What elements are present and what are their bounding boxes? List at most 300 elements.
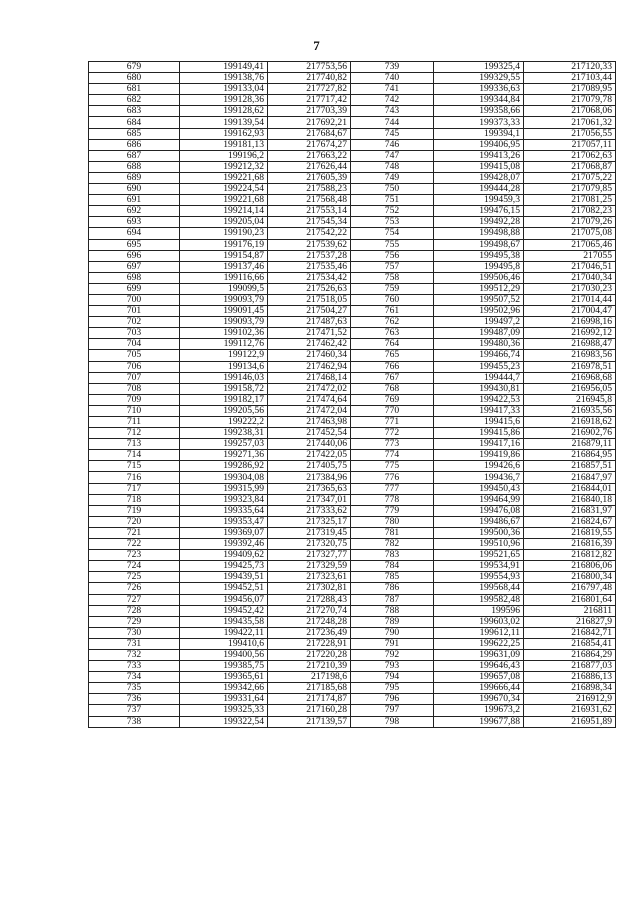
x-coordinate-cell: 199426,6 xyxy=(434,461,524,472)
y-coordinate-cell: 217014,44 xyxy=(524,294,616,305)
point-number-cell: 733 xyxy=(89,661,180,672)
y-coordinate-cell: 216918,62 xyxy=(524,417,616,428)
table-row xyxy=(89,550,616,561)
x-coordinate-cell: 199137,46 xyxy=(180,261,268,272)
x-coordinate-cell: 199486,67 xyxy=(434,516,524,527)
x-coordinate-cell: 199154,87 xyxy=(180,250,268,261)
point-number-cell: 692 xyxy=(89,206,180,217)
table-row xyxy=(89,261,616,272)
point-number-cell: 786 xyxy=(351,583,434,594)
y-coordinate-cell: 216983,56 xyxy=(524,350,616,361)
y-coordinate-cell: 217487,63 xyxy=(268,317,351,328)
x-coordinate-cell: 199369,07 xyxy=(180,527,268,538)
point-number-cell: 707 xyxy=(89,372,180,383)
point-number-cell: 719 xyxy=(89,505,180,516)
y-coordinate-cell: 217405,75 xyxy=(268,461,351,472)
x-coordinate-cell: 199271,36 xyxy=(180,450,268,461)
point-number-cell: 782 xyxy=(351,539,434,550)
point-number-cell: 710 xyxy=(89,405,180,416)
y-coordinate-cell: 216902,76 xyxy=(524,428,616,439)
y-coordinate-cell: 217075,22 xyxy=(524,172,616,183)
x-coordinate-cell: 199344,84 xyxy=(434,95,524,106)
y-coordinate-cell: 217329,59 xyxy=(268,561,351,572)
x-coordinate-cell: 199670,34 xyxy=(434,694,524,705)
y-coordinate-cell: 217545,34 xyxy=(268,217,351,228)
x-coordinate-cell: 199394,1 xyxy=(434,128,524,139)
y-coordinate-cell: 216801,64 xyxy=(524,594,616,605)
x-coordinate-cell: 199430,81 xyxy=(434,383,524,394)
x-coordinate-cell: 199238,31 xyxy=(180,428,268,439)
y-coordinate-cell: 217320,75 xyxy=(268,539,351,550)
x-coordinate-cell: 199510,96 xyxy=(434,539,524,550)
point-number-cell: 747 xyxy=(351,150,434,161)
x-coordinate-cell: 199657,08 xyxy=(434,672,524,683)
point-number-cell: 723 xyxy=(89,550,180,561)
point-number-cell: 690 xyxy=(89,184,180,195)
table-row xyxy=(89,150,616,161)
point-number-cell: 708 xyxy=(89,383,180,394)
y-coordinate-cell: 217333,62 xyxy=(268,505,351,516)
x-coordinate-cell: 199138,76 xyxy=(180,73,268,84)
point-number-cell: 737 xyxy=(89,705,180,716)
y-coordinate-cell: 217327,77 xyxy=(268,550,351,561)
x-coordinate-cell: 199365,61 xyxy=(180,672,268,683)
point-number-cell: 721 xyxy=(89,527,180,538)
table-row xyxy=(89,172,616,183)
y-coordinate-cell: 217422,05 xyxy=(268,450,351,461)
x-coordinate-cell: 199221,68 xyxy=(180,195,268,206)
x-coordinate-cell: 199342,66 xyxy=(180,683,268,694)
point-number-cell: 775 xyxy=(351,461,434,472)
point-number-cell: 784 xyxy=(351,561,434,572)
point-number-cell: 691 xyxy=(89,195,180,206)
point-number-cell: 792 xyxy=(351,649,434,660)
point-number-cell: 702 xyxy=(89,317,180,328)
point-number-cell: 711 xyxy=(89,417,180,428)
y-coordinate-cell: 217460,34 xyxy=(268,350,351,361)
y-coordinate-cell: 217534,42 xyxy=(268,272,351,283)
y-coordinate-cell: 216998,16 xyxy=(524,317,616,328)
y-coordinate-cell: 217472,04 xyxy=(268,405,351,416)
x-coordinate-cell: 199452,42 xyxy=(180,605,268,616)
x-coordinate-cell: 199325,4 xyxy=(434,62,524,73)
point-number-cell: 763 xyxy=(351,328,434,339)
x-coordinate-cell: 199205,04 xyxy=(180,217,268,228)
point-number-cell: 726 xyxy=(89,583,180,594)
y-coordinate-cell: 217717,42 xyxy=(268,95,351,106)
y-coordinate-cell: 217452,54 xyxy=(268,428,351,439)
y-coordinate-cell: 216992,12 xyxy=(524,328,616,339)
x-coordinate-cell: 199631,09 xyxy=(434,649,524,660)
x-coordinate-cell: 199329,55 xyxy=(434,73,524,84)
y-coordinate-cell: 216898,34 xyxy=(524,683,616,694)
x-coordinate-cell: 199336,63 xyxy=(434,84,524,95)
table-row xyxy=(89,516,616,527)
y-coordinate-cell: 217323,61 xyxy=(268,572,351,583)
point-number-cell: 774 xyxy=(351,450,434,461)
x-coordinate-cell: 199444,7 xyxy=(434,372,524,383)
x-coordinate-cell: 199596 xyxy=(434,605,524,616)
x-coordinate-cell: 199409,62 xyxy=(180,550,268,561)
table-row xyxy=(89,672,616,683)
x-coordinate-cell: 199439,51 xyxy=(180,572,268,583)
point-number-cell: 760 xyxy=(351,294,434,305)
x-coordinate-cell: 199582,48 xyxy=(434,594,524,605)
x-coordinate-cell: 199158,72 xyxy=(180,383,268,394)
point-number-cell: 754 xyxy=(351,228,434,239)
y-coordinate-cell: 217061,32 xyxy=(524,117,616,128)
y-coordinate-cell: 217526,63 xyxy=(268,283,351,294)
y-coordinate-cell: 217626,44 xyxy=(268,161,351,172)
y-coordinate-cell: 216935,56 xyxy=(524,405,616,416)
point-number-cell: 739 xyxy=(351,62,434,73)
y-coordinate-cell: 217674,27 xyxy=(268,139,351,150)
point-number-cell: 783 xyxy=(351,550,434,561)
point-number-cell: 712 xyxy=(89,428,180,439)
y-coordinate-cell: 216811 xyxy=(524,605,616,616)
y-coordinate-cell: 217079,78 xyxy=(524,95,616,106)
table-row xyxy=(89,228,616,239)
table-row xyxy=(89,572,616,583)
point-number-cell: 730 xyxy=(89,627,180,638)
y-coordinate-cell: 216988,47 xyxy=(524,339,616,350)
table-row xyxy=(89,461,616,472)
table-row xyxy=(89,716,616,727)
table-row xyxy=(89,128,616,139)
y-coordinate-cell: 216879,11 xyxy=(524,439,616,450)
point-number-cell: 780 xyxy=(351,516,434,527)
y-coordinate-cell: 217160,28 xyxy=(268,705,351,716)
y-coordinate-cell: 217030,23 xyxy=(524,283,616,294)
y-coordinate-cell: 217046,51 xyxy=(524,261,616,272)
x-coordinate-cell: 199413,26 xyxy=(434,150,524,161)
x-coordinate-cell: 199128,36 xyxy=(180,95,268,106)
point-number-cell: 698 xyxy=(89,272,180,283)
point-number-cell: 738 xyxy=(89,716,180,727)
point-number-cell: 778 xyxy=(351,494,434,505)
point-number-cell: 695 xyxy=(89,239,180,250)
x-coordinate-cell: 199507,52 xyxy=(434,294,524,305)
point-number-cell: 753 xyxy=(351,217,434,228)
y-coordinate-cell: 217210,39 xyxy=(268,661,351,672)
coordinates-table-body xyxy=(89,62,616,728)
table-row xyxy=(89,450,616,461)
point-number-cell: 748 xyxy=(351,161,434,172)
y-coordinate-cell: 217588,23 xyxy=(268,184,351,195)
x-coordinate-cell: 199476,08 xyxy=(434,505,524,516)
point-number-cell: 776 xyxy=(351,472,434,483)
y-coordinate-cell: 217462,94 xyxy=(268,361,351,372)
table-row xyxy=(89,583,616,594)
point-number-cell: 768 xyxy=(351,383,434,394)
table-row xyxy=(89,661,616,672)
x-coordinate-cell: 199214,14 xyxy=(180,206,268,217)
y-coordinate-cell: 217468,14 xyxy=(268,372,351,383)
point-number-cell: 725 xyxy=(89,572,180,583)
point-number-cell: 750 xyxy=(351,184,434,195)
table-row xyxy=(89,117,616,128)
x-coordinate-cell: 199149,41 xyxy=(180,62,268,73)
point-number-cell: 689 xyxy=(89,172,180,183)
point-number-cell: 694 xyxy=(89,228,180,239)
y-coordinate-cell: 217537,28 xyxy=(268,250,351,261)
y-coordinate-cell: 217288,43 xyxy=(268,594,351,605)
point-number-cell: 779 xyxy=(351,505,434,516)
point-number-cell: 788 xyxy=(351,605,434,616)
y-coordinate-cell: 217220,28 xyxy=(268,649,351,660)
x-coordinate-cell: 199450,43 xyxy=(434,483,524,494)
point-number-cell: 764 xyxy=(351,339,434,350)
point-number-cell: 790 xyxy=(351,627,434,638)
point-number-cell: 705 xyxy=(89,350,180,361)
point-number-cell: 766 xyxy=(351,361,434,372)
point-number-cell: 743 xyxy=(351,106,434,117)
x-coordinate-cell: 199257,03 xyxy=(180,439,268,450)
x-coordinate-cell: 199128,62 xyxy=(180,106,268,117)
y-coordinate-cell: 216864,29 xyxy=(524,649,616,660)
table-row xyxy=(89,339,616,350)
x-coordinate-cell: 199222,2 xyxy=(180,417,268,428)
y-coordinate-cell: 216864,95 xyxy=(524,450,616,461)
point-number-cell: 734 xyxy=(89,672,180,683)
x-coordinate-cell: 199358,66 xyxy=(434,106,524,117)
x-coordinate-cell: 199196,2 xyxy=(180,150,268,161)
point-number-cell: 724 xyxy=(89,561,180,572)
point-number-cell: 771 xyxy=(351,417,434,428)
point-number-cell: 731 xyxy=(89,638,180,649)
x-coordinate-cell: 199464,99 xyxy=(434,494,524,505)
point-number-cell: 685 xyxy=(89,128,180,139)
y-coordinate-cell: 217089,95 xyxy=(524,84,616,95)
x-coordinate-cell: 199466,74 xyxy=(434,350,524,361)
y-coordinate-cell: 216797,48 xyxy=(524,583,616,594)
x-coordinate-cell: 199500,36 xyxy=(434,527,524,538)
point-number-cell: 703 xyxy=(89,328,180,339)
y-coordinate-cell: 217185,68 xyxy=(268,683,351,694)
y-coordinate-cell: 217075,08 xyxy=(524,228,616,239)
x-coordinate-cell: 199224,54 xyxy=(180,184,268,195)
table-row xyxy=(89,505,616,516)
x-coordinate-cell: 199093,79 xyxy=(180,294,268,305)
y-coordinate-cell: 217472,02 xyxy=(268,383,351,394)
point-number-cell: 683 xyxy=(89,106,180,117)
x-coordinate-cell: 199325,33 xyxy=(180,705,268,716)
table-row xyxy=(89,539,616,550)
point-number-cell: 794 xyxy=(351,672,434,683)
x-coordinate-cell: 199435,58 xyxy=(180,616,268,627)
point-number-cell: 699 xyxy=(89,283,180,294)
table-row xyxy=(89,383,616,394)
x-coordinate-cell: 199205,56 xyxy=(180,405,268,416)
point-number-cell: 704 xyxy=(89,339,180,350)
y-coordinate-cell: 217727,82 xyxy=(268,84,351,95)
x-coordinate-cell: 199455,23 xyxy=(434,361,524,372)
x-coordinate-cell: 199146,03 xyxy=(180,372,268,383)
point-number-cell: 773 xyxy=(351,439,434,450)
point-number-cell: 756 xyxy=(351,250,434,261)
y-coordinate-cell: 216800,34 xyxy=(524,572,616,583)
y-coordinate-cell: 217474,64 xyxy=(268,394,351,405)
x-coordinate-cell: 199495,38 xyxy=(434,250,524,261)
point-number-cell: 686 xyxy=(89,139,180,150)
point-number-cell: 795 xyxy=(351,683,434,694)
point-number-cell: 718 xyxy=(89,494,180,505)
table-row xyxy=(89,627,616,638)
x-coordinate-cell: 199612,11 xyxy=(434,627,524,638)
y-coordinate-cell: 217040,34 xyxy=(524,272,616,283)
table-row xyxy=(89,328,616,339)
x-coordinate-cell: 199459,3 xyxy=(434,195,524,206)
y-coordinate-cell: 217198,6 xyxy=(268,672,351,683)
x-coordinate-cell: 199335,64 xyxy=(180,505,268,516)
point-number-cell: 736 xyxy=(89,694,180,705)
x-coordinate-cell: 199182,17 xyxy=(180,394,268,405)
table-row xyxy=(89,161,616,172)
x-coordinate-cell: 199162,93 xyxy=(180,128,268,139)
table-row xyxy=(89,428,616,439)
y-coordinate-cell: 216968,68 xyxy=(524,372,616,383)
y-coordinate-cell: 217248,28 xyxy=(268,616,351,627)
table-row xyxy=(89,283,616,294)
x-coordinate-cell: 199502,96 xyxy=(434,306,524,317)
x-coordinate-cell: 199428,07 xyxy=(434,172,524,183)
y-coordinate-cell: 216886,13 xyxy=(524,672,616,683)
y-coordinate-cell: 217568,48 xyxy=(268,195,351,206)
y-coordinate-cell: 217270,74 xyxy=(268,605,351,616)
point-number-cell: 767 xyxy=(351,372,434,383)
point-number-cell: 722 xyxy=(89,539,180,550)
y-coordinate-cell: 217068,87 xyxy=(524,161,616,172)
y-coordinate-cell: 216819,55 xyxy=(524,527,616,538)
point-number-cell: 709 xyxy=(89,394,180,405)
table-row xyxy=(89,683,616,694)
point-number-cell: 749 xyxy=(351,172,434,183)
x-coordinate-cell: 199436,7 xyxy=(434,472,524,483)
y-coordinate-cell: 217553,14 xyxy=(268,206,351,217)
x-coordinate-cell: 199353,47 xyxy=(180,516,268,527)
x-coordinate-cell: 199534,91 xyxy=(434,561,524,572)
y-coordinate-cell: 217535,46 xyxy=(268,261,351,272)
point-number-cell: 770 xyxy=(351,405,434,416)
y-coordinate-cell: 217539,62 xyxy=(268,239,351,250)
x-coordinate-cell: 199417,33 xyxy=(434,405,524,416)
y-coordinate-cell: 217440,06 xyxy=(268,439,351,450)
x-coordinate-cell: 199425,73 xyxy=(180,561,268,572)
point-number-cell: 791 xyxy=(351,638,434,649)
table-row xyxy=(89,73,616,84)
x-coordinate-cell: 199506,46 xyxy=(434,272,524,283)
y-coordinate-cell: 217236,49 xyxy=(268,627,351,638)
x-coordinate-cell: 199122,9 xyxy=(180,350,268,361)
y-coordinate-cell: 217518,05 xyxy=(268,294,351,305)
x-coordinate-cell: 199112,76 xyxy=(180,339,268,350)
point-number-cell: 745 xyxy=(351,128,434,139)
table-row xyxy=(89,272,616,283)
y-coordinate-cell: 217319,45 xyxy=(268,527,351,538)
point-number-cell: 762 xyxy=(351,317,434,328)
y-coordinate-cell: 216978,51 xyxy=(524,361,616,372)
x-coordinate-cell: 199322,54 xyxy=(180,716,268,727)
point-number-cell: 793 xyxy=(351,661,434,672)
y-coordinate-cell: 217365,63 xyxy=(268,483,351,494)
x-coordinate-cell: 199603,02 xyxy=(434,616,524,627)
point-number-cell: 714 xyxy=(89,450,180,461)
y-coordinate-cell: 217347,01 xyxy=(268,494,351,505)
point-number-cell: 759 xyxy=(351,283,434,294)
point-number-cell: 757 xyxy=(351,261,434,272)
x-coordinate-cell: 199476,15 xyxy=(434,206,524,217)
y-coordinate-cell: 216806,06 xyxy=(524,561,616,572)
y-coordinate-cell: 217081,25 xyxy=(524,195,616,206)
y-coordinate-cell: 217753,56 xyxy=(268,62,351,73)
x-coordinate-cell: 199554,93 xyxy=(434,572,524,583)
point-number-cell: 755 xyxy=(351,239,434,250)
y-coordinate-cell: 217174,87 xyxy=(268,694,351,705)
point-number-cell: 735 xyxy=(89,683,180,694)
x-coordinate-cell: 199480,36 xyxy=(434,339,524,350)
page-number: 7 xyxy=(313,38,320,53)
point-number-cell: 679 xyxy=(89,62,180,73)
point-number-cell: 761 xyxy=(351,306,434,317)
y-coordinate-cell: 217065,46 xyxy=(524,239,616,250)
x-coordinate-cell: 199487,09 xyxy=(434,328,524,339)
point-number-cell: 693 xyxy=(89,217,180,228)
point-number-cell: 787 xyxy=(351,594,434,605)
point-number-cell: 781 xyxy=(351,527,434,538)
table-row xyxy=(89,527,616,538)
y-coordinate-cell: 216831,97 xyxy=(524,505,616,516)
table-row xyxy=(89,217,616,228)
y-coordinate-cell: 217057,11 xyxy=(524,139,616,150)
y-coordinate-cell: 216816,39 xyxy=(524,539,616,550)
point-number-cell: 696 xyxy=(89,250,180,261)
point-number-cell: 740 xyxy=(351,73,434,84)
table-row xyxy=(89,184,616,195)
coordinates-table xyxy=(88,61,616,728)
x-coordinate-cell: 199492,28 xyxy=(434,217,524,228)
point-number-cell: 765 xyxy=(351,350,434,361)
x-coordinate-cell: 199419,86 xyxy=(434,450,524,461)
x-coordinate-cell: 199568,44 xyxy=(434,583,524,594)
point-number-cell: 785 xyxy=(351,572,434,583)
x-coordinate-cell: 199417,16 xyxy=(434,439,524,450)
x-coordinate-cell: 199093,79 xyxy=(180,317,268,328)
table-row xyxy=(89,694,616,705)
x-coordinate-cell: 199373,33 xyxy=(434,117,524,128)
table-row xyxy=(89,106,616,117)
point-number-cell: 700 xyxy=(89,294,180,305)
point-number-cell: 751 xyxy=(351,195,434,206)
table-row xyxy=(89,317,616,328)
y-coordinate-cell: 216854,41 xyxy=(524,638,616,649)
table-row xyxy=(89,472,616,483)
y-coordinate-cell: 216844,01 xyxy=(524,483,616,494)
y-coordinate-cell: 217684,67 xyxy=(268,128,351,139)
y-coordinate-cell: 217302,81 xyxy=(268,583,351,594)
y-coordinate-cell: 217004,47 xyxy=(524,306,616,317)
point-number-cell: 713 xyxy=(89,439,180,450)
y-coordinate-cell: 217325,17 xyxy=(268,516,351,527)
table-row xyxy=(89,649,616,660)
x-coordinate-cell: 199456,07 xyxy=(180,594,268,605)
y-coordinate-cell: 217605,39 xyxy=(268,172,351,183)
y-coordinate-cell: 217703,39 xyxy=(268,106,351,117)
x-coordinate-cell: 199415,08 xyxy=(434,161,524,172)
x-coordinate-cell: 199190,23 xyxy=(180,228,268,239)
table-row xyxy=(89,239,616,250)
y-coordinate-cell: 217471,52 xyxy=(268,328,351,339)
y-coordinate-cell: 217055 xyxy=(524,250,616,261)
